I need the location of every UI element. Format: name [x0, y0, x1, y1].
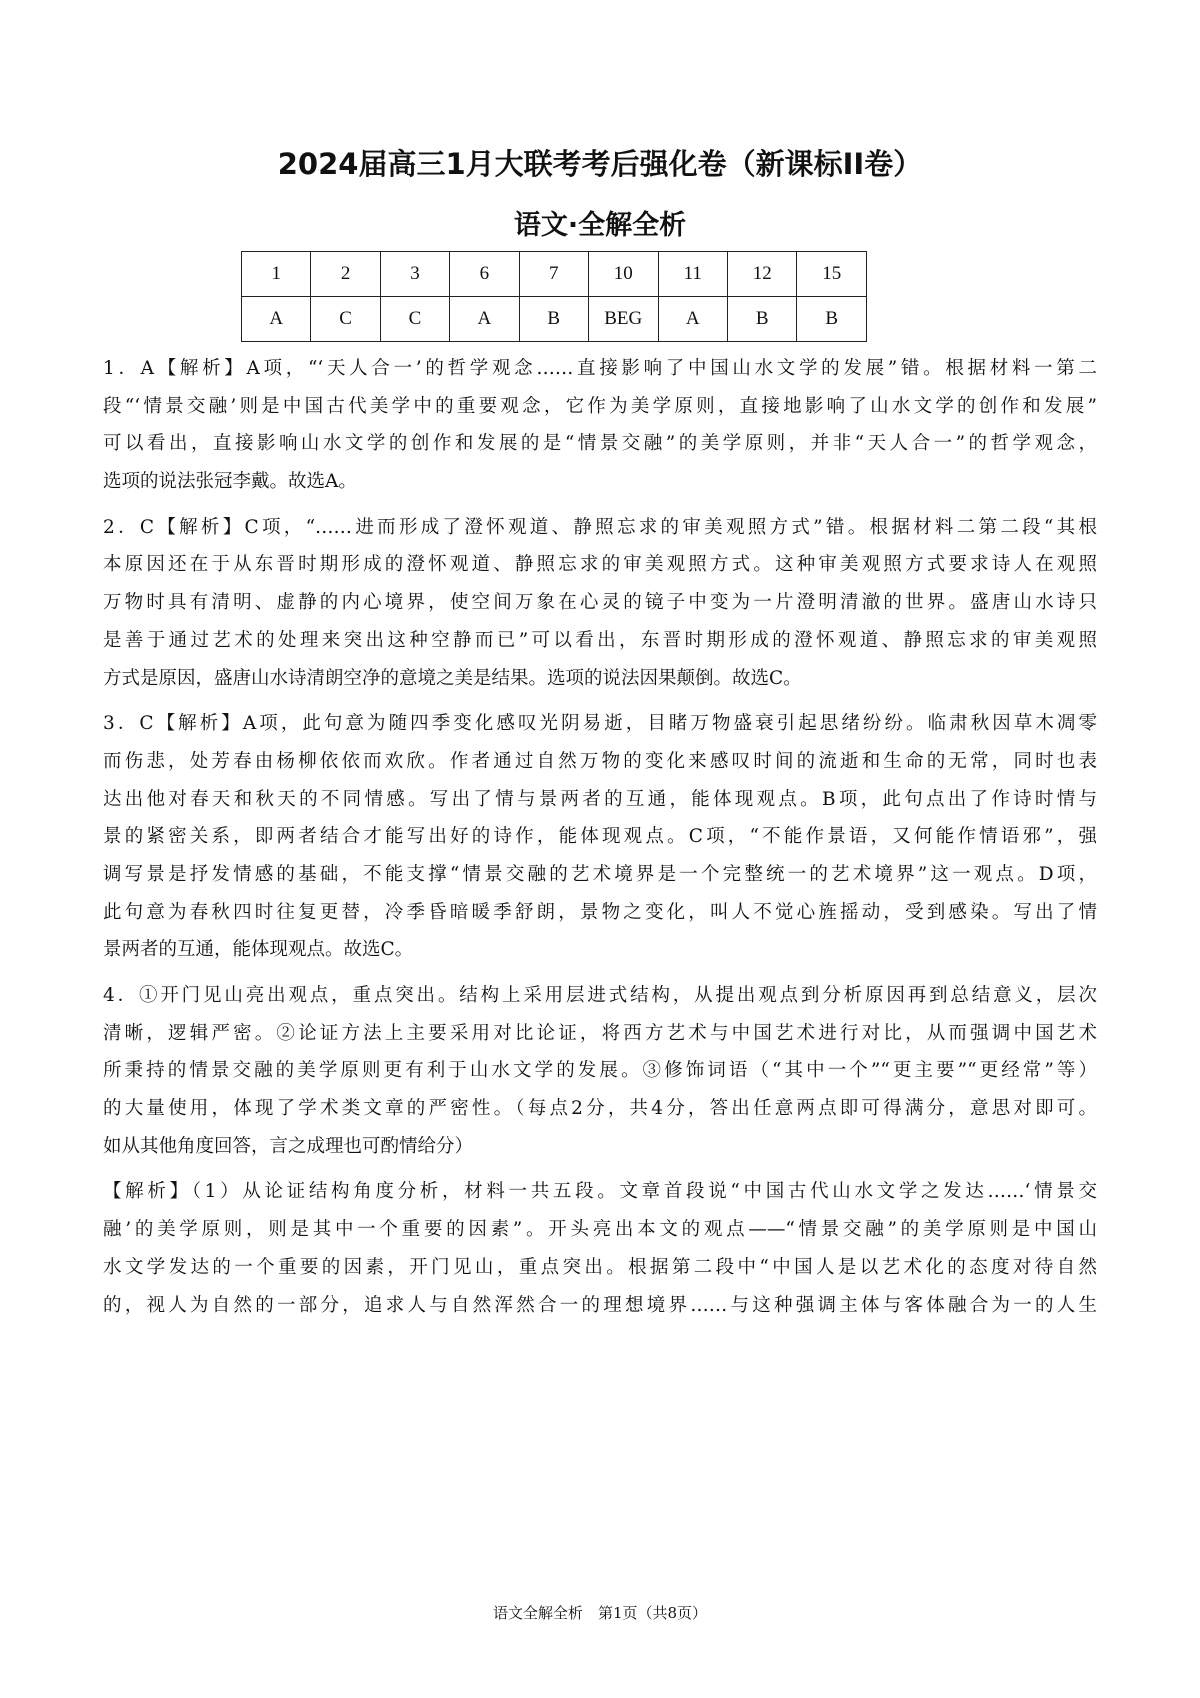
question-number-cell: 2: [311, 252, 380, 297]
text-line: 此句意为春秋四时往复更替，冷季昏暗暖季舒朗，景物之变化，叫人不觉心旌摇动，受到感染。写出了情: [103, 901, 1097, 923]
question-number-cell: 12: [728, 252, 797, 297]
answer-table: [241, 251, 867, 342]
document-subtitle: 语文·全解全析: [513, 210, 687, 241]
text-line: 调写景是抒发情感的基础，不能支撑“情景交融的艺术境界是一个完整统一的艺术境界”这一观点。D项，: [103, 863, 1097, 885]
text-line: 1．A【解析】A项，“‘天人合一’的哲学观念……直接影响了中国山水文学的发展”错。根据材料一第二: [103, 358, 1097, 379]
text-line: 段“‘情景交融’则是中国古代美学中的重要观念，它作为美学原则，直接地影响了山水文学的创作和发展”: [103, 395, 1097, 417]
analysis-paragraph: [103, 509, 1097, 697]
answer-cell: A: [658, 297, 727, 342]
text-line: 选项的说法张冠李戴。故选A。: [103, 471, 357, 493]
text-line: 水文学发达的一个重要的因素，开门见山，重点突出。根据第二段中“中国人是以艺术化的态度对待自然: [103, 1256, 1097, 1278]
text-line: 2．C【解析】C项，“……进而形成了澄怀观道、静照忘求的审美观照方式”错。根据材料二第二段“其根: [103, 516, 1097, 538]
document-title: 2024届高三1月大联考考后强化卷（新课标II卷）: [277, 147, 923, 181]
text-line: 是善于通过艺术的处理来突出这种空静而已”可以看出，东晋时期形成的澄怀观道、静照忘求的审美观照: [103, 629, 1097, 651]
text-line: 3．C【解析】A项，此句意为随四季变化感叹光阴易逝，目睹万物盛衰引起思绪纷纷。临肃秋因草木凋零: [103, 713, 1097, 735]
question-number-cell: 10: [588, 252, 658, 297]
answer-cell: A: [450, 297, 519, 342]
question-number-row: [242, 252, 867, 297]
text-line: 4．①开门见山亮出观点，重点突出。结构上采用层进式结构，从提出观点到分析原因再到总结意义，层次: [103, 985, 1097, 1006]
text-line: 而伤悲，处芳春由杨柳依依而欢欣。作者通过自然万物的变化来感叹时间的流逝和生命的无常，同时也表: [103, 750, 1097, 772]
text-line: 清晰，逻辑严密。②论证方法上主要采用对比论证，将西方艺术与中国艺术进行对比，从而强调中国艺术: [103, 1022, 1097, 1044]
text-line: 本原因还在于从东晋时期形成的澄怀观道、静照忘求的审美观照方式。这种审美观照方式要求诗人在观照: [103, 554, 1097, 576]
text-line: 【解析】（1）从论证结构角度分析，材料一共五段。文章首段说“中国古代山水文学之发达……‘情景交: [103, 1181, 1097, 1203]
analysis-paragraph: [103, 1173, 1097, 1324]
text-line: 景两者的互通，能体现观点。故选C。: [103, 939, 414, 961]
answer-cell: BEG: [588, 297, 658, 342]
text-line: 如从其他角度回答，言之成理也可酌情给分）: [103, 1135, 474, 1157]
analysis-paragraph: [103, 350, 1097, 501]
text-line: 万物时具有清明、虚静的内心境界，使空间万象在心灵的镜子中变为一片澄明清澈的世界。盛唐山水诗只: [103, 592, 1097, 614]
text-line: 融’的美学原则，则是其中一个重要的因素”。开头亮出本文的观点——“情景交融”的美学原则是中国山: [103, 1219, 1097, 1241]
page-footer: 语文全解全析 第1页（共8页）: [492, 1604, 708, 1622]
analysis-paragraph: [103, 977, 1097, 1165]
answer-cell: B: [519, 297, 588, 342]
question-number-cell: 7: [519, 252, 588, 297]
text-line: 的大量使用，体现了学术类文章的严密性。（每点2分，共4分，答出任意两点即可得满分，意思对即可。: [103, 1098, 1097, 1120]
question-number-cell: 3: [380, 252, 449, 297]
question-number-cell: 15: [797, 252, 867, 297]
text-line: 达出他对春天和秋天的不同情感。写出了情与景两者的互通，能体现观点。B项，此句点出了作诗时情与: [103, 788, 1097, 810]
text-line: 方式是原因，盛唐山水诗清朗空净的意境之美是结果。选项的说法因果颠倒。故选C。: [103, 667, 802, 689]
text-line: 景的紧密关系，即两者结合才能写出好的诗作，能体现观点。C项，“不能作景语，又何能作情语邪”，强: [103, 826, 1097, 848]
answer-row: [242, 297, 867, 342]
answer-cell: B: [797, 297, 867, 342]
text-line: 可以看出，直接影响山水文学的创作和发展的是“情景交融”的美学原则，并非“天人合一”的哲学观念，: [103, 433, 1097, 455]
question-number-cell: 6: [450, 252, 519, 297]
text-line: 的，视人为自然的一部分，追求人与自然浑然合一的理想境界……与这种强调主体与客体融合为一的人生: [103, 1294, 1097, 1316]
answer-cell: C: [311, 297, 380, 342]
question-number-cell: 11: [658, 252, 727, 297]
answer-cell: C: [380, 297, 449, 342]
analysis-body: [103, 350, 1097, 1332]
analysis-paragraph: [103, 705, 1097, 969]
answer-cell: B: [728, 297, 797, 342]
answer-cell: A: [242, 297, 311, 342]
question-number-cell: 1: [242, 252, 311, 297]
text-line: 所秉持的情景交融的美学原则更有利于山水文学的发展。③修饰词语（“其中一个”“更主要”“更经常”等）: [103, 1060, 1097, 1082]
